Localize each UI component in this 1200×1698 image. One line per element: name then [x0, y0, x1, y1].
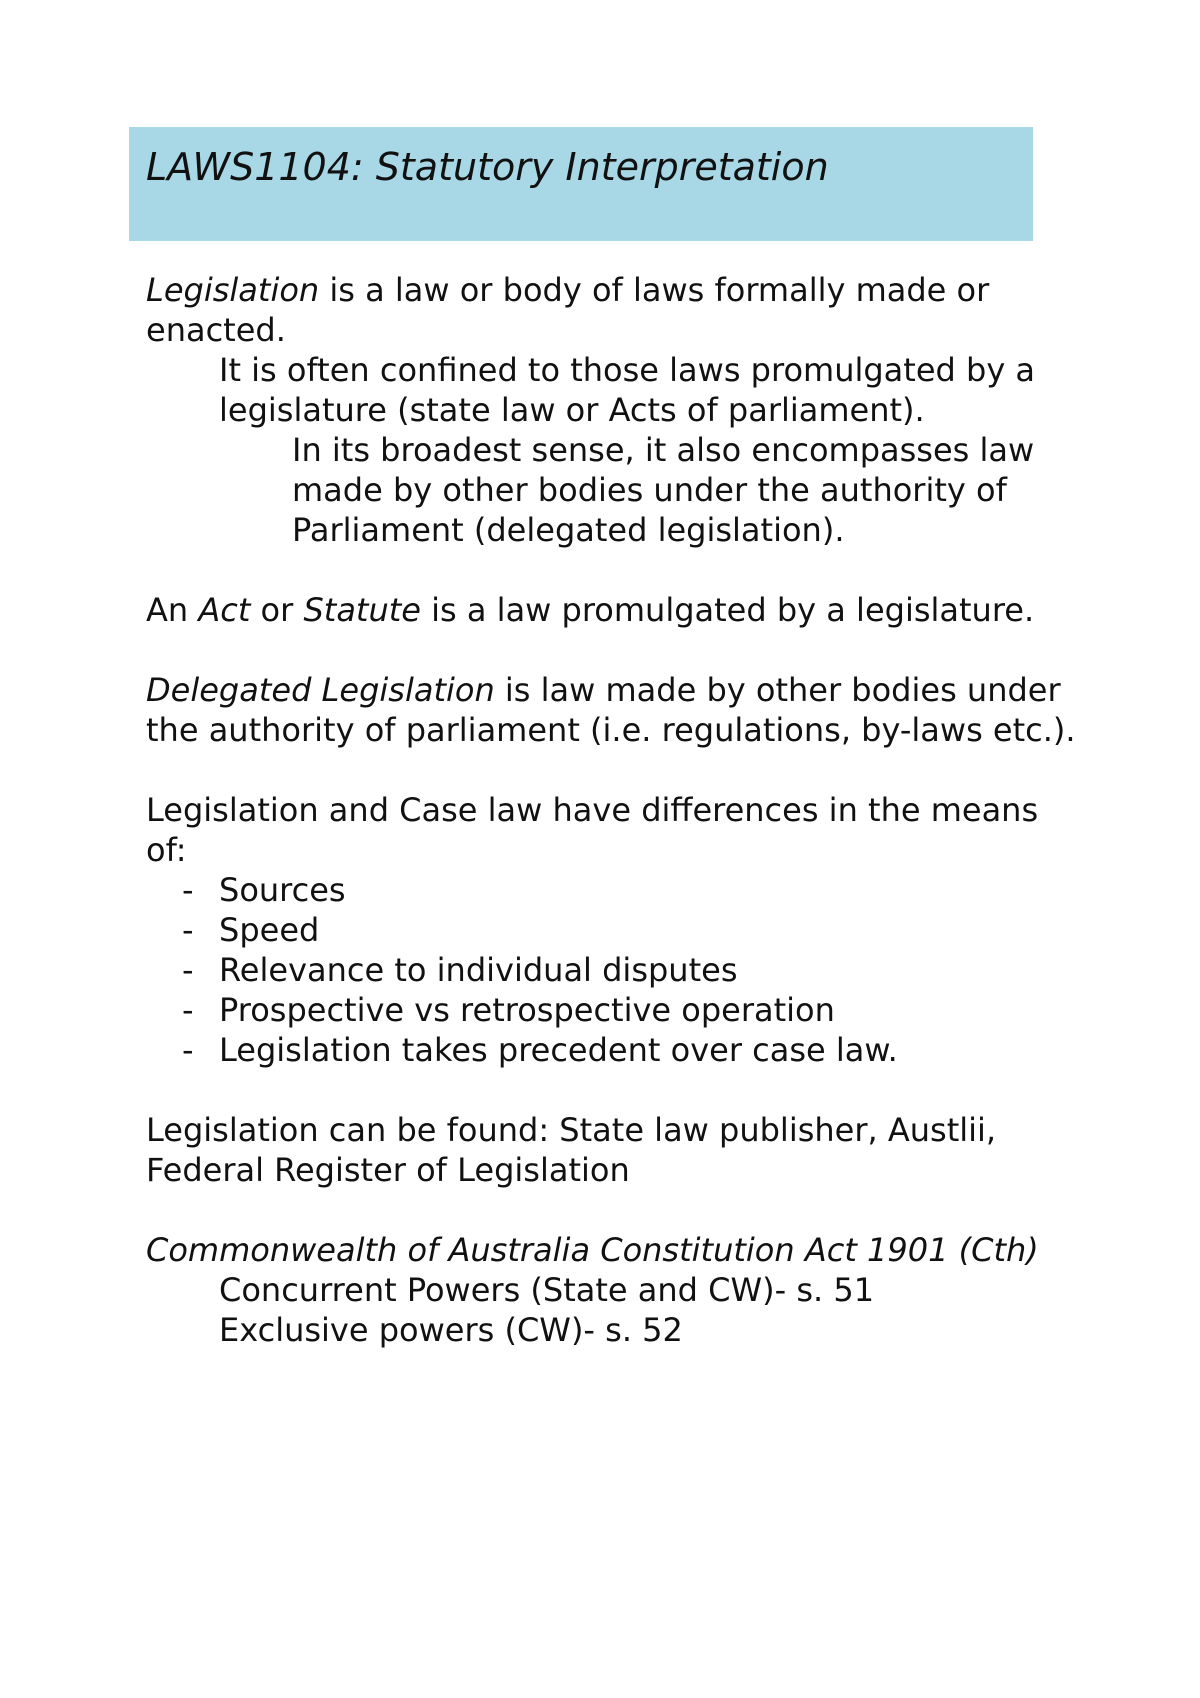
legislation-note: It is often confined to those laws promulgated by a legislature (state law or Acts of parliament).: [219, 351, 1036, 429]
term-statute: Statute: [303, 591, 421, 629]
term-legislation: Legislation: [146, 271, 320, 309]
list-item: [146, 870, 1076, 910]
constitution-act-heading: [146, 1230, 1076, 1270]
list-item-text: Legislation takes precedent over case law.: [219, 1031, 898, 1069]
delegated-legislation-definition: [146, 670, 1076, 750]
document-body: [146, 270, 1076, 1350]
act-definition: [146, 590, 1076, 630]
list-item-text: Speed: [219, 911, 320, 949]
dash-bullet: -: [182, 911, 194, 949]
differences-intro: Legislation and Case law have differences in the means of:: [146, 791, 1039, 869]
spacer: [146, 1190, 1076, 1230]
dash-bullet: -: [182, 871, 194, 909]
list-item-text: Relevance to individual disputes: [219, 951, 738, 989]
spacer: [146, 1070, 1076, 1110]
constitution-act-title: Commonwealth of Australia Constitution Act 1901 (Cth): [146, 1231, 1039, 1269]
act-definition-mid: or: [250, 591, 304, 629]
dash-bullet: -: [182, 991, 194, 1029]
concurrent-powers: Concurrent Powers (State and CW)- s. 51: [219, 1271, 875, 1309]
legislation-sources: Legislation can be found: State law publisher, Austlii, Federal Register of Legislation: [146, 1111, 997, 1189]
list-item: [146, 990, 1076, 1030]
title-banner: [129, 127, 1033, 241]
act-definition-text: is a law promulgated by a legislature.: [420, 591, 1035, 629]
spacer: [146, 750, 1076, 790]
dash-bullet: -: [182, 951, 194, 989]
list-item-text: Prospective vs retrospective operation: [219, 991, 835, 1029]
term-delegated-legislation: Delegated Legislation: [146, 671, 495, 709]
legislation-definition-text: is a law or body of laws formally made or enacted.: [146, 271, 990, 349]
delegated-legislation-text: is law made by other bodies under the authority of parliament (i.e. regulations, by-laws etc.).: [146, 671, 1076, 749]
list-item: [146, 910, 1076, 950]
list-item: [146, 1030, 1076, 1070]
exclusive-powers: Exclusive powers (CW)- s. 52: [219, 1311, 683, 1349]
page-title: LAWS1104: Statutory Interpretation: [146, 145, 829, 189]
legislation-broad-note: In its broadest sense, it also encompasses law made by other bodies under the authority of Parliament (delegated legislation).: [292, 431, 1035, 549]
dash-bullet: -: [182, 1031, 194, 1069]
differences-list: [146, 870, 1076, 1070]
list-item-text: Sources: [219, 871, 346, 909]
act-definition-pre: An: [146, 591, 199, 629]
spacer: [146, 550, 1076, 590]
list-item: [146, 950, 1076, 990]
term-act: Act: [198, 591, 251, 629]
legislation-definition: [146, 270, 1076, 350]
spacer: [146, 630, 1076, 670]
